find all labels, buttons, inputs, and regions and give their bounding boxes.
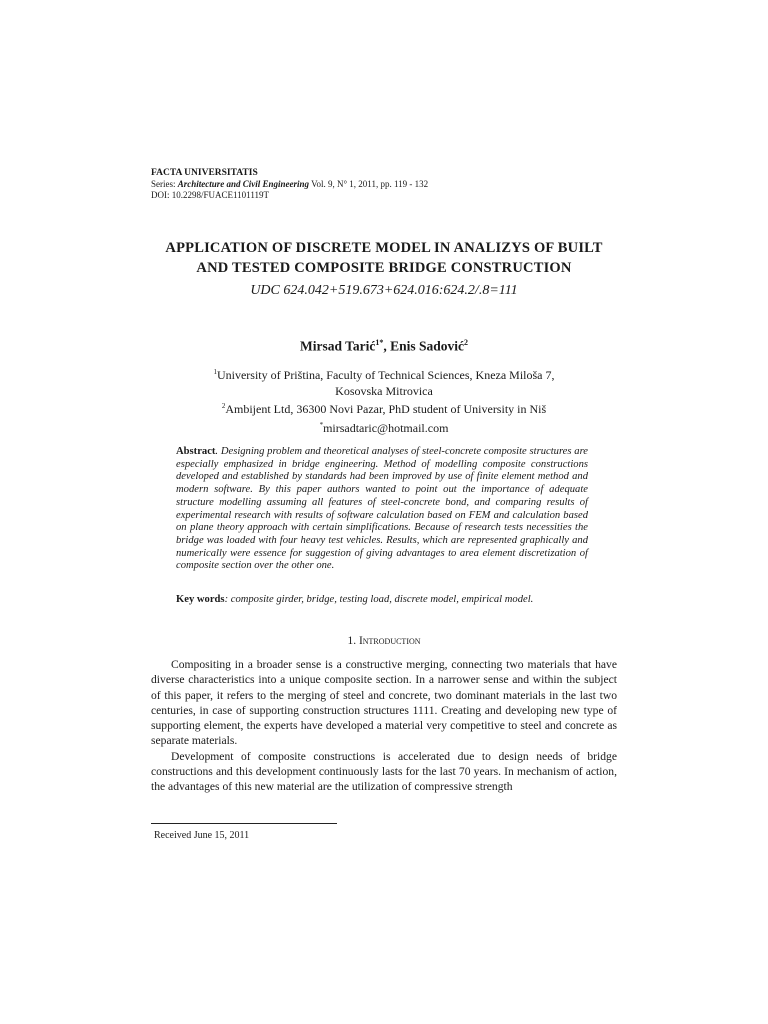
keywords-text: : composite girder, bridge, testing load, discrete model, empirical model. (224, 594, 534, 605)
affiliation-2-text: Ambijent Ltd, 36300 Novi Pazar, PhD student of University in Niš (225, 402, 547, 416)
author-1-sup: 1* (375, 338, 384, 347)
affiliation-1-line-2: Kosovska Mitrovica (335, 383, 433, 398)
section-title: Introduction (358, 635, 421, 647)
author-email (140, 418, 628, 437)
abstract-label: Abstract (176, 446, 216, 457)
journal-series (151, 179, 621, 190)
author-2-sup: 2 (464, 338, 469, 347)
section-number: 1. (347, 635, 359, 647)
journal-doi: DOI: 10.2298/FUACE1101119T (151, 190, 269, 200)
affiliations (140, 365, 628, 436)
keywords (176, 593, 588, 606)
affiliation-1-line-1: University of Priština, Faculty of Technical Sciences, Kneza Miloša 7, (216, 368, 555, 382)
affiliation-2-sup: 2 (221, 402, 226, 410)
received-date: Received June 15, 2011 (154, 830, 250, 841)
series-prefix: Series: (151, 179, 178, 189)
keywords-label: Key words (176, 594, 225, 605)
title-line-2: AND TESTED COMPOSITE BRIDGE CONSTRUCTION (196, 260, 572, 276)
affiliation-1 (140, 365, 628, 384)
email-sup: * (319, 420, 324, 429)
body-text (151, 657, 617, 795)
author-2: Enis Sadović (390, 338, 465, 354)
author-1: Mirsad Tarić (299, 338, 376, 354)
paragraph-2: Development of composite constructions is accelerated due to design needs of bridge constructions and this development continuously lasts for the last 70 years. In mechanism of action, the advantages of this new material are the utilization of compressive strength (151, 749, 617, 794)
section-heading (140, 634, 628, 648)
udc-code: UDC 624.042+519.673+624.016:624.2/.8=111 (250, 283, 518, 298)
footnote-rule (151, 823, 337, 824)
abstract (176, 446, 588, 573)
paragraph-1: Compositing in a broader sense is a constructive merging, connecting two materials that have diverse characteristics into a unique composite section. In a narrower sense and within the subject of this paper, it refers to the merging of steel and concrete, two dominant materials in the last two centuries, in case of supporting construction structures 1111. Creating and developing new type of supporting element, the experts have developed a material very competitive to steel and concrete as separate materials. (151, 658, 617, 748)
series-name: Architecture and Civil Engineering (177, 179, 310, 189)
journal-header (151, 168, 621, 201)
paper-title (140, 238, 628, 278)
email-text: mirsadtaric@hotmail.com (323, 420, 449, 435)
title-line-1: APPLICATION OF DISCRETE MODEL IN ANALIZYS OF BUILT (165, 240, 603, 256)
journal-name: FACTA UNIVERSITATIS (151, 168, 258, 178)
abstract-text: . Designing problem and theoretical analyses of steel-concrete composite structures are especially emphasized in bridge engineering. Method of modelling composite constructions developed and established by standards had been improved by use of finite element method and modern software. By this paper authors wanted to point out the importance of adequate structure modelling assuming all features of steel-concrete bond, and comparing results of experimental research with results of software calculation based on FEM and calculation based on plane theory approach with certain simplifications. Because of research tests necessities the bridge was loaded with four heavy test vehicles. Results, which are represented graphically and numerically were essence for suggestion of giving advantages to area element discretization of composite section over the other one. (176, 446, 588, 572)
authors (140, 334, 628, 356)
series-details: Vol. 9, N° 1, 2011, pp. 119 - 132 (309, 179, 429, 189)
affiliation-2 (140, 399, 628, 418)
author-separator: , (383, 338, 391, 354)
affiliation-1-sup: 1 (213, 368, 217, 376)
